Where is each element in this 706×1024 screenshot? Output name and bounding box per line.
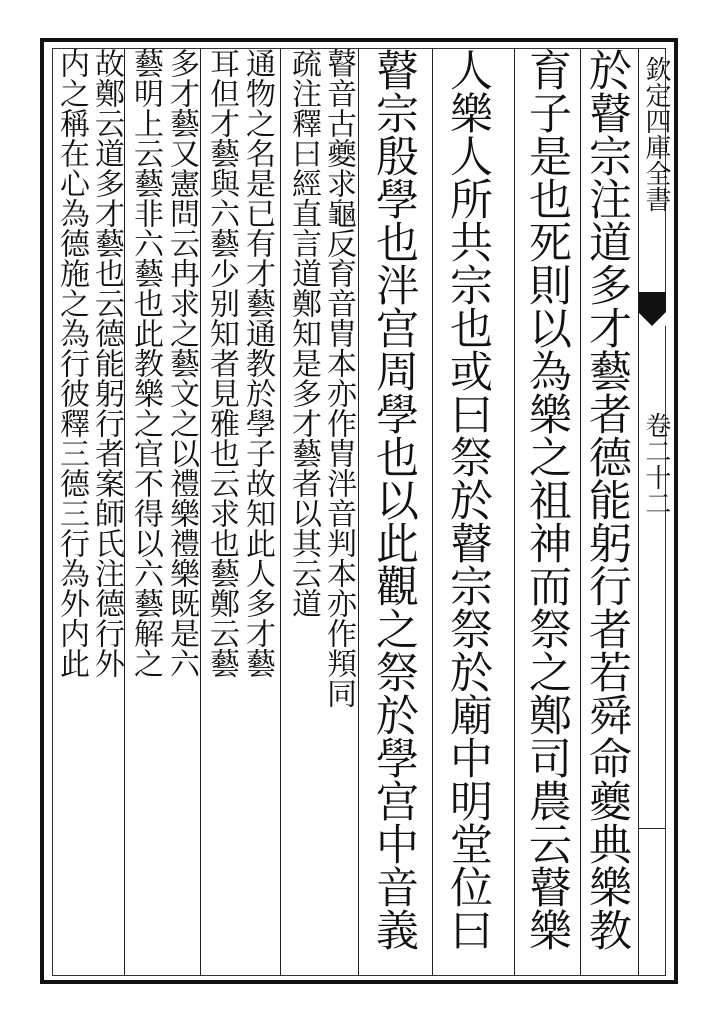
commentary-column-8: 内之稱在心為德施之為行彼釋三德三行為外内此 bbox=[54, 48, 89, 678]
commentary-column-5: 多才藝又憲問云冉求之藝文之以禮樂禮樂既是六 bbox=[164, 48, 199, 678]
commentary-column-2: 疏注釋曰經直言道鄭知是多才藝者以其云道 bbox=[286, 48, 321, 618]
book-title: 欽定四庫全書 bbox=[641, 56, 671, 212]
column-rule bbox=[580, 48, 581, 976]
column-rule bbox=[280, 48, 281, 976]
column-rule bbox=[200, 48, 201, 976]
commentary-column-4: 耳但才藝與六藝少别知者見雅也云求也藝鄭云藝 bbox=[204, 48, 239, 678]
volume-label: 卷二十二 bbox=[641, 412, 671, 516]
column-rule bbox=[432, 48, 433, 976]
column-rule bbox=[124, 48, 125, 976]
fish-tail-notch bbox=[638, 312, 666, 326]
commentary-column-7: 故鄭云道多才藝也云德能躬行者案師氏注德行外 bbox=[89, 48, 124, 678]
commentary-column-1: 瞽音古夔求龜反育音胄本亦作胄泮音判本亦作頖同 bbox=[321, 48, 356, 708]
text-column-3: 人樂人所共宗也或曰祭於瞽宗祭於廟中明堂位曰 bbox=[443, 48, 493, 951]
text-column-1: 於瞽宗注道多才藝者德能躬行者若舜命夔典樂教 bbox=[582, 48, 632, 951]
margin-rule bbox=[638, 828, 666, 829]
text-column-2: 育子是也死則以為樂之祖神而祭之鄭司農云瞽樂 bbox=[522, 48, 572, 951]
commentary-column-3: 通物之名是已有才藝通教於學子故知此人多才藝 bbox=[240, 48, 275, 678]
commentary-column-6: 藝明上云藝非六藝也此教樂之官不得以六藝解之 bbox=[128, 48, 163, 678]
column-rule bbox=[638, 48, 639, 976]
text-column-4: 瞽宗殷學也泮宫周學也以此觀之祭於學宫中音義 bbox=[369, 48, 419, 951]
column-rule bbox=[514, 48, 515, 976]
column-rule bbox=[358, 48, 359, 976]
